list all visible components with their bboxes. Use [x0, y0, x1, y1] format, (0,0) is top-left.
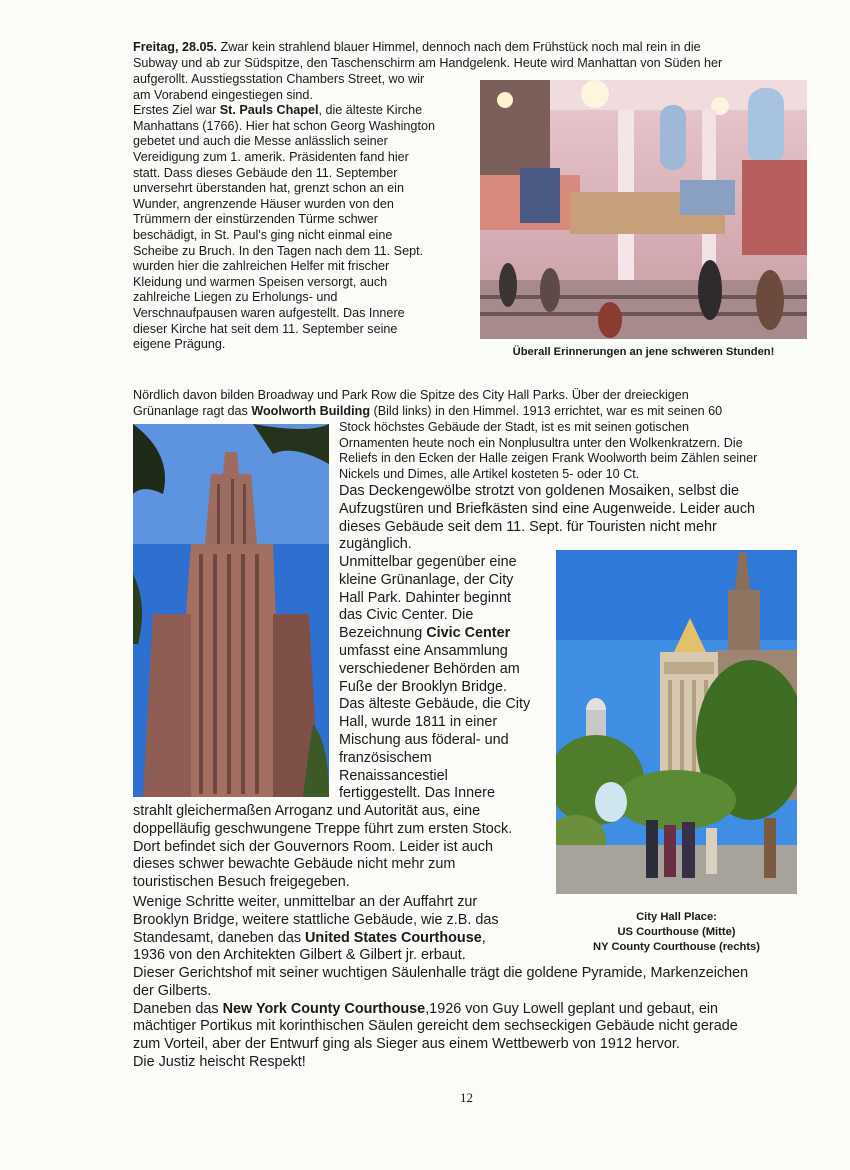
- intro-line-2: Subway und ab zur Südspitze, den Taschenschirm am Handgelenk. Heute wird Manhattan von Süden her: [133, 56, 723, 70]
- text-line: kleine Grünanlage, der City: [339, 571, 514, 588]
- text-line: wurden hier die zahlreichen Helfer mit frischer: [133, 259, 390, 274]
- text-line: französischem: [339, 749, 432, 766]
- woolworth-building-photo: [133, 424, 329, 797]
- caption-line: NY County Courthouse (rechts): [593, 941, 760, 953]
- intro-text: Zwar kein strahlend blauer Himmel, dennoch nach dem Frühstück noch mal rein in die: [217, 40, 701, 54]
- text-line: Hall, wurde 1811 in einer: [339, 714, 498, 731]
- text-line: zahlreiche Liegen zu Erholungs- und: [133, 290, 338, 305]
- text-line: Fuße der Brooklyn Bridge.: [339, 678, 507, 695]
- text-line: Stock höchstes Gebäude der Stadt, ist es mit seinen gotischen: [339, 420, 690, 434]
- text-line: der Gilberts.: [133, 982, 212, 999]
- caption-line: US Courthouse (Mitte): [617, 926, 736, 938]
- text-line: Reliefs in den Ecken der Halle zeigen Frank Woolworth beim Zählen seiner: [339, 451, 758, 466]
- text-line: am Vorabend eingestiegen sind.: [133, 87, 313, 102]
- city-hall-continued: [133, 803, 553, 892]
- st-pauls-name: St. Pauls Chapel: [219, 103, 319, 118]
- text-line: 1936 von den Architekten Gilbert & Gilbert jr. erbaut.: [133, 947, 466, 964]
- text-line: dieser Kirche hat seit dem 11. September seine: [133, 321, 398, 336]
- text-line: das Civic Center. Die: [339, 607, 474, 624]
- text-line: Dort befindet sich der Gouvernors Room. Leider ist auch: [133, 838, 493, 855]
- intro-line-1: [133, 40, 813, 56]
- text-line: Manhattans (1766). Hier hat schon Georg Washington: [133, 118, 435, 133]
- caption-line: City Hall Place:: [636, 911, 717, 923]
- text-line: Ornamenten heute noch ein Nonplusultra unter den Wolkenkratzern. Die: [339, 435, 743, 450]
- text-line: zum Vorteil, aber der Entwurf ging als Sieger aus einem Wettbewerb von 1912 hervor.: [133, 1036, 680, 1053]
- text-line: Trümmern der einstürzenden Türme schwer: [133, 212, 378, 227]
- chapel-column: [133, 72, 478, 353]
- text-line: Wunder, angrenzende Häuser wurden von den: [133, 196, 394, 211]
- woolworth-intro-1: Nördlich davon bilden Broadway und Park Row die Spitze des City Hall Parks. Über der dreieckigen: [133, 388, 689, 402]
- text-line: Die Justiz heischt Respekt!: [133, 1053, 306, 1070]
- city-hall-place-caption: [556, 910, 797, 955]
- us-courthouse-name: United States Courthouse: [305, 929, 482, 946]
- text-line: Kleidung und warmen Speisen versorgt, auch: [133, 274, 388, 289]
- text-line: statt. Dass dieses Gebäude den 11. September: [133, 165, 398, 180]
- city-hall-column: [339, 554, 554, 803]
- courthouses-full: [133, 965, 833, 1072]
- woolworth-intro-2: Grünanlage ragt das Woolworth Building (Bild links) in den Himmel. 1913 errichtet, war es mit seinen 60: [133, 404, 723, 418]
- page-number: 12: [460, 1090, 473, 1105]
- text-line: Das Deckengewölbe strotzt von goldenen Mosaiken, selbst die: [339, 483, 739, 499]
- text-line: Verschnaufpausen waren aufgestellt. Das Innere: [133, 305, 405, 320]
- civic-center-name: Civic Center: [426, 625, 511, 642]
- text-line: Standesamt, daneben das United States Courthouse,: [133, 929, 486, 946]
- text-line: Hall Park. Dahinter beginnt: [339, 589, 511, 606]
- ceiling-paragraph: [339, 483, 809, 554]
- city-hall-place-photo: [556, 550, 797, 894]
- text-line: umfasst eine Ansammlung: [339, 642, 508, 659]
- text-line: Dieser Gerichtshof mit seiner wuchtigen Säulenhalle trägt die goldene Pyramide, Markenzeichen: [133, 965, 749, 981]
- text-line: Aufzugstüren und Briefkästen sind eine Augenweide. Leider auch: [339, 500, 756, 517]
- text-line: fertiggestellt. Das Innere: [339, 785, 495, 802]
- text-line: Das älteste Gebäude, die City: [339, 696, 531, 713]
- text-line: Scheibe zu Bruch. In den Tagen nach dem 11. Sept.: [133, 243, 424, 258]
- text-line: strahlt gleichermaßen Arroganz und Autorität aus, eine: [133, 803, 481, 819]
- text-line: beschädigt, in St. Paul's ging nicht einmal eine: [133, 227, 393, 242]
- text-line: Bezeichnung Civic Center: [339, 625, 511, 642]
- text-line: verschiedener Behörden am: [339, 660, 520, 677]
- woolworth-details: [339, 420, 819, 482]
- text-line: Daneben das New York County Courthouse,1926 von Guy Lowell geplant und gebaut, ein: [133, 1000, 719, 1017]
- text-line: eigene Prägung.: [133, 337, 226, 352]
- text-line: dieses Gebäude seit dem 11. Sept. für Touristen nicht mehr: [339, 518, 717, 535]
- ny-courthouse-name: New York County Courthouse: [222, 1000, 426, 1017]
- woolworth-name: Woolworth Building: [251, 404, 371, 418]
- text-line: doppelläufig geschwungene Treppe führt zum ersten Stock.: [133, 820, 513, 837]
- text-line: Erstes Ziel war St. Pauls Chapel, die älteste Kirche: [133, 103, 423, 118]
- text-line: Unmittelbar gegenüber eine: [339, 554, 517, 570]
- text-line: Vereidigung zum 1. amerik. Präsidenten fand hier: [133, 149, 409, 164]
- text-line: Brooklyn Bridge, weitere stattliche Gebäude, wie z.B. das: [133, 911, 499, 928]
- text-line: unversehrt überstanden hat, grenzt schon an ein: [133, 181, 404, 196]
- text-line: aufgerollt. Ausstiegsstation Chambers Street, wo wir: [133, 72, 425, 86]
- text-line: gebetet und auch die Messe anlässlich seiner: [133, 134, 388, 149]
- text-line: zugänglich.: [339, 536, 412, 553]
- text-line: Mischung aus föderal- und: [339, 731, 509, 748]
- date-heading: Freitag, 28.05.: [133, 40, 217, 54]
- chapel-photo-caption: Überall Erinnerungen an jene schweren Stunden!: [512, 346, 775, 358]
- text-line: Nickels und Dimes, alle Artikel kosteten 5- oder 10 Ct.: [339, 466, 640, 481]
- courthouses-column: [133, 894, 553, 965]
- text-line: dieses schwer bewachte Gebäude nicht mehr zum: [133, 856, 456, 873]
- text-line: touristischen Besuch freigegeben.: [133, 874, 350, 891]
- chapel-interior-photo: [480, 80, 807, 339]
- text-line: mächtiger Portikus mit korinthischen Säulen gereicht dem sechseckigen Gebäude nicht gerade: [133, 1018, 738, 1035]
- text-line: Renaissancestiel: [339, 767, 448, 784]
- text-line: Wenige Schritte weiter, unmittelbar an der Auffahrt zur: [133, 894, 478, 910]
